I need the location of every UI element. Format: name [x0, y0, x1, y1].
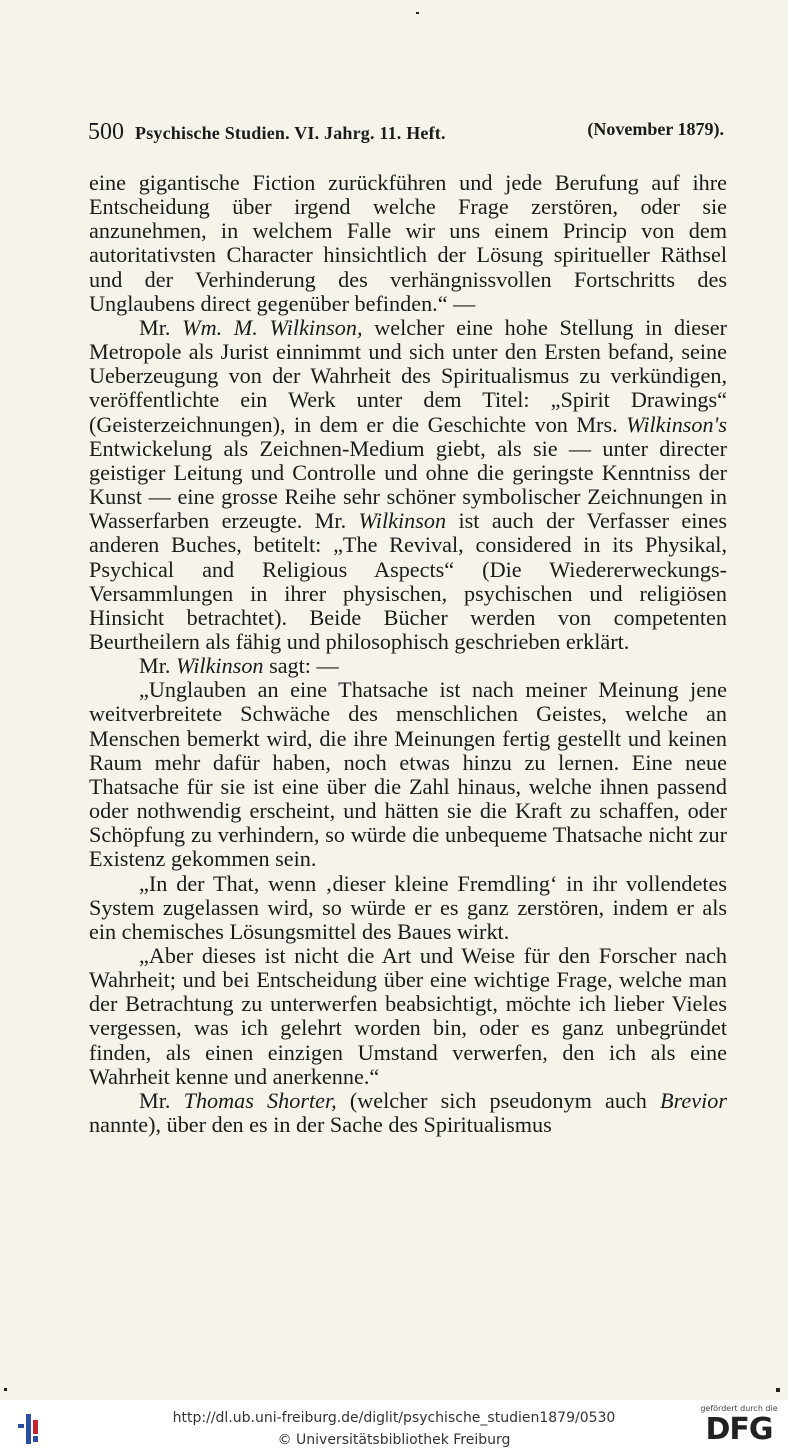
- page-number: 500: [88, 119, 124, 145]
- paragraph: [89, 316, 727, 654]
- issue-date: (November 1879).: [587, 119, 724, 139]
- italic-name: Wilkinson: [358, 508, 447, 534]
- paragraph: [89, 944, 727, 1089]
- paragraph-text: „Aber dieses ist nicht die Art und Weise für den Forscher nach Wahrheit; und bei Entscheidung über eine wichtige Frage, welche man der Betrachtung zu unterwerfen beabsichtigt, möchte ich lieber Vieles vergessen, was ich gelehrt worden bin, oder es ganz unbegründet finden, als einen einzigen Umstand verwerfen, den ich als eine Wahrheit kenne und anerkenne.“: [89, 943, 727, 1089]
- paragraph-text: Mr.: [139, 653, 176, 679]
- paragraph-text: „In der That, wenn ‚dieser kleine Fremdling‘ in ihr vollendetes System zugelassen wird, so würde er es ganz zerstören, indem er als ein chemisches Lösungsmittel des Baues wirkt.: [89, 870, 727, 944]
- running-header: [88, 119, 724, 146]
- footer-bar: [0, 1400, 788, 1454]
- dfg-funding-logo: [696, 1404, 782, 1452]
- paragraph-text: Mr.: [139, 1087, 184, 1113]
- italic-name: Wm. M. Wilkinson,: [182, 314, 363, 340]
- copyright-notice: © Universitätsbibliothek Freiburg: [277, 1432, 511, 1448]
- dfg-logo-icon: DFG: [705, 1412, 773, 1447]
- paragraph: [89, 1089, 727, 1137]
- paragraph-text: Entwickelung als Zeichnen-Medium giebt, als sie — unter directer geistiger Leitung und Controlle und ohne die geringste Kenntniss der Kunst — eine grosse Reihe sehr schöner symbolischer Zeichnungen in Wasserfarben erzeugte. Mr.: [89, 435, 727, 534]
- paragraph: [89, 872, 727, 944]
- italic-name: Wilkinson: [176, 653, 264, 679]
- scan-speck: [776, 1388, 780, 1392]
- paragraph-text: nannte), über den es in der Sache des Spiritualismus: [89, 1112, 552, 1138]
- italic-name: Thomas Shorter,: [183, 1087, 337, 1113]
- scan-speck: [416, 12, 419, 14]
- running-title: Psychische Studien. VI. Jahrg. 11. Heft.: [135, 123, 446, 143]
- paragraph-text: „Unglauben an eine Thatsache ist nach meiner Meinung jene weitverbreitete Schwäche des menschlichen Geistes, welche an Menschen bemerkt wird, die ihre Meinungen fertig gestellt und keinen Raum mehr dafür haben, noch etwas hinzu zu lernen. Eine neue Thatsache für sie ist eine über die Zahl hinaus, welche ihnen passend oder nothwendig erscheint, und hätten sie die Kraft zu schaffen, oder Schöpfung zu verhindern, so würde die unbequeme Thatsache nicht zur Existenz gekommen sein.: [89, 677, 727, 872]
- italic-name: Wilkinson's: [626, 411, 727, 437]
- body-text: [89, 171, 727, 1137]
- paragraph-text: ist auch der Verfasser eines anderen Buches, betitelt: „The Revival, considered in its Physikal, Psychical and Religious Aspects“ (Die Wiedererweckungs-Versammlungen in ihrer physischen, psychischen und religiösen Hinsicht betrachtet). Beide Bücher werden von competenten Beurtheilern als fähig und philosophisch geschrieben erklärt.: [89, 508, 728, 654]
- paragraph: [89, 654, 727, 678]
- italic-name: Brevior: [660, 1087, 727, 1113]
- paragraph-text: welcher eine hohe Stellung in dieser Metropole als Jurist einnimmt und sich unter den Ersten befand, seine Ueberzeugung von der Wahrheit des Spiritualismus zu verkündigen, veröffentlichte ein Werk unter dem Titel: „Spirit Drawings“ (Geisterzeichnungen), in dem er die Geschichte von Mrs.: [89, 314, 727, 437]
- source-url-link[interactable]: http://dl.ub.uni-freiburg.de/diglit/psychische_studien1879/0530: [172, 1410, 616, 1426]
- dfg-caption: gefördert durch die: [700, 1404, 778, 1413]
- paragraph: [89, 678, 727, 871]
- paragraph-text: sagt: —: [263, 653, 339, 679]
- scan-speck: [4, 1388, 7, 1391]
- paragraph-text: eine gigantische Fiction zurückführen und jede Berufung auf ihre Entscheidung über irgend welche Frage zerstören, oder sie anzunehmen, in welchem Falle wir uns einem Princip von dem autoritativsten Character hinsichtlich der Lösung spiritueller Räthsel und der Verhinderung des verhängnissvollen Fortschritts des Unglaubens direct gegenüber befinden.“ —: [89, 170, 727, 316]
- paragraph-text: (welcher sich pseudonym auch: [336, 1087, 661, 1113]
- paragraph: [89, 171, 727, 316]
- paragraph-text: Mr.: [139, 314, 183, 340]
